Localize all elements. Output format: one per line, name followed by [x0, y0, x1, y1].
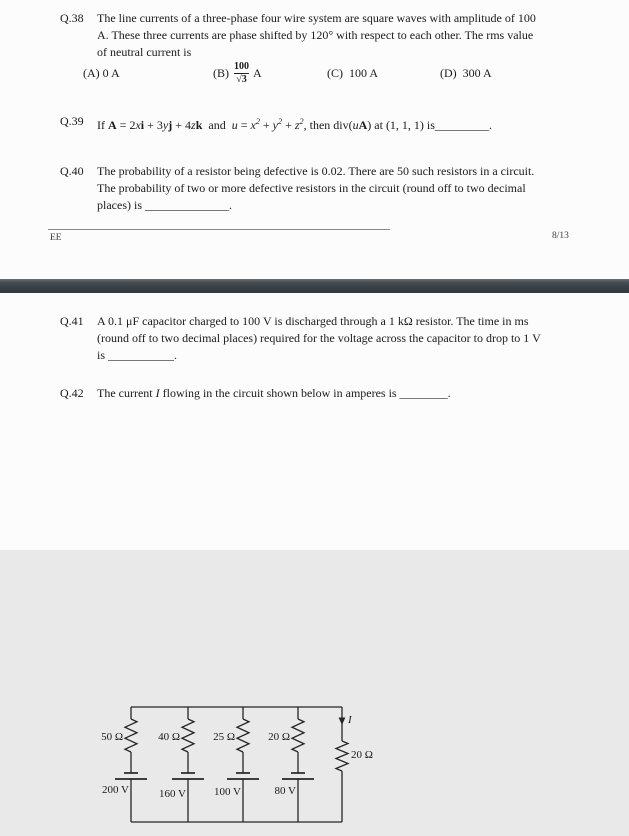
source-label: 100 V: [214, 786, 241, 798]
question-q40: [60, 163, 534, 214]
circuit-diagram: [85, 696, 395, 836]
question-text: The line currents of a three-phase four wire system are square waves with amplitude of 100 A. These three currents are phase shifted by 120° with respect to each other. The rms value of neutral current is: [97, 11, 536, 59]
current-label: I: [348, 714, 352, 726]
fraction-denominator: √3: [236, 73, 247, 85]
question-number: Q.38: [60, 11, 84, 25]
question-q42: [60, 385, 451, 402]
load-resistor-label: 20 Ω: [351, 749, 373, 761]
resistor-label: 25 Ω: [213, 731, 235, 743]
question-text: The current I flowing in the circuit shown below in amperes is ________.: [97, 386, 451, 400]
source-label: 200 V: [102, 784, 129, 796]
resistor-label: 20 Ω: [268, 731, 290, 743]
fraction-numerator: 100: [234, 61, 249, 72]
branch-3: [213, 707, 259, 822]
load-branch: [336, 707, 373, 822]
option-b-suffix: A: [253, 65, 262, 80]
resistor-label: 50 Ω: [101, 731, 123, 743]
question-text: A 0.1 μF capacitor charged to 100 V is discharged through a 1 kΩ resistor. The time in ms (round off to two decimal places) required for the voltage across the capacitor to drop to 1 V is ___________.: [97, 314, 541, 362]
resistor-symbol: [125, 719, 137, 752]
source-label: 80 V: [274, 785, 296, 797]
resistor-symbol: [182, 719, 194, 752]
question-q38: [60, 10, 536, 61]
footer-branch-code: EE: [50, 233, 62, 243]
option-b: [213, 61, 262, 85]
option-d: (D) 300 A: [440, 66, 492, 80]
page-break-band: [0, 279, 629, 293]
footer-page-number: 8/13: [552, 231, 569, 241]
option-a: (A) 0 A: [83, 66, 120, 80]
resistor-symbol: [292, 719, 304, 752]
exam-page-1: [0, 0, 629, 279]
question-text: The probability of a resistor being defective is 0.02. There are 50 such resistors in a circuit. The probability of two or more defective resistors in the circuit (round off to two decimal places) is ______________.: [97, 164, 535, 212]
option-b-fraction: [234, 61, 249, 85]
current-arrow: [339, 718, 346, 726]
resistor-label: 40 Ω: [158, 731, 180, 743]
branch-2: [158, 707, 204, 822]
question-q39: [60, 113, 492, 134]
q38-options-row: [0, 61, 629, 89]
option-c: (C) 100 A: [327, 66, 378, 80]
question-number: Q.41: [60, 314, 84, 328]
resistor-symbol: [237, 719, 249, 752]
footer-rule: [48, 229, 390, 230]
source-label: 160 V: [159, 788, 186, 800]
question-number: Q.39: [60, 114, 84, 128]
resistor-symbol: [336, 741, 348, 771]
question-number: Q.42: [60, 386, 84, 400]
branch-1: [101, 707, 147, 822]
exam-page-2: [0, 293, 629, 800]
question-text: If A = 2xi + 3yj + 4zk and $u = x^2 + y^2 + z^2$, then div(uA) at (1, 1, 1) is_________.: [97, 117, 492, 132]
branch-4: [268, 707, 314, 822]
option-b-prefix: (B): [213, 65, 229, 80]
question-q41: [60, 313, 541, 364]
question-number: Q.40: [60, 164, 84, 178]
